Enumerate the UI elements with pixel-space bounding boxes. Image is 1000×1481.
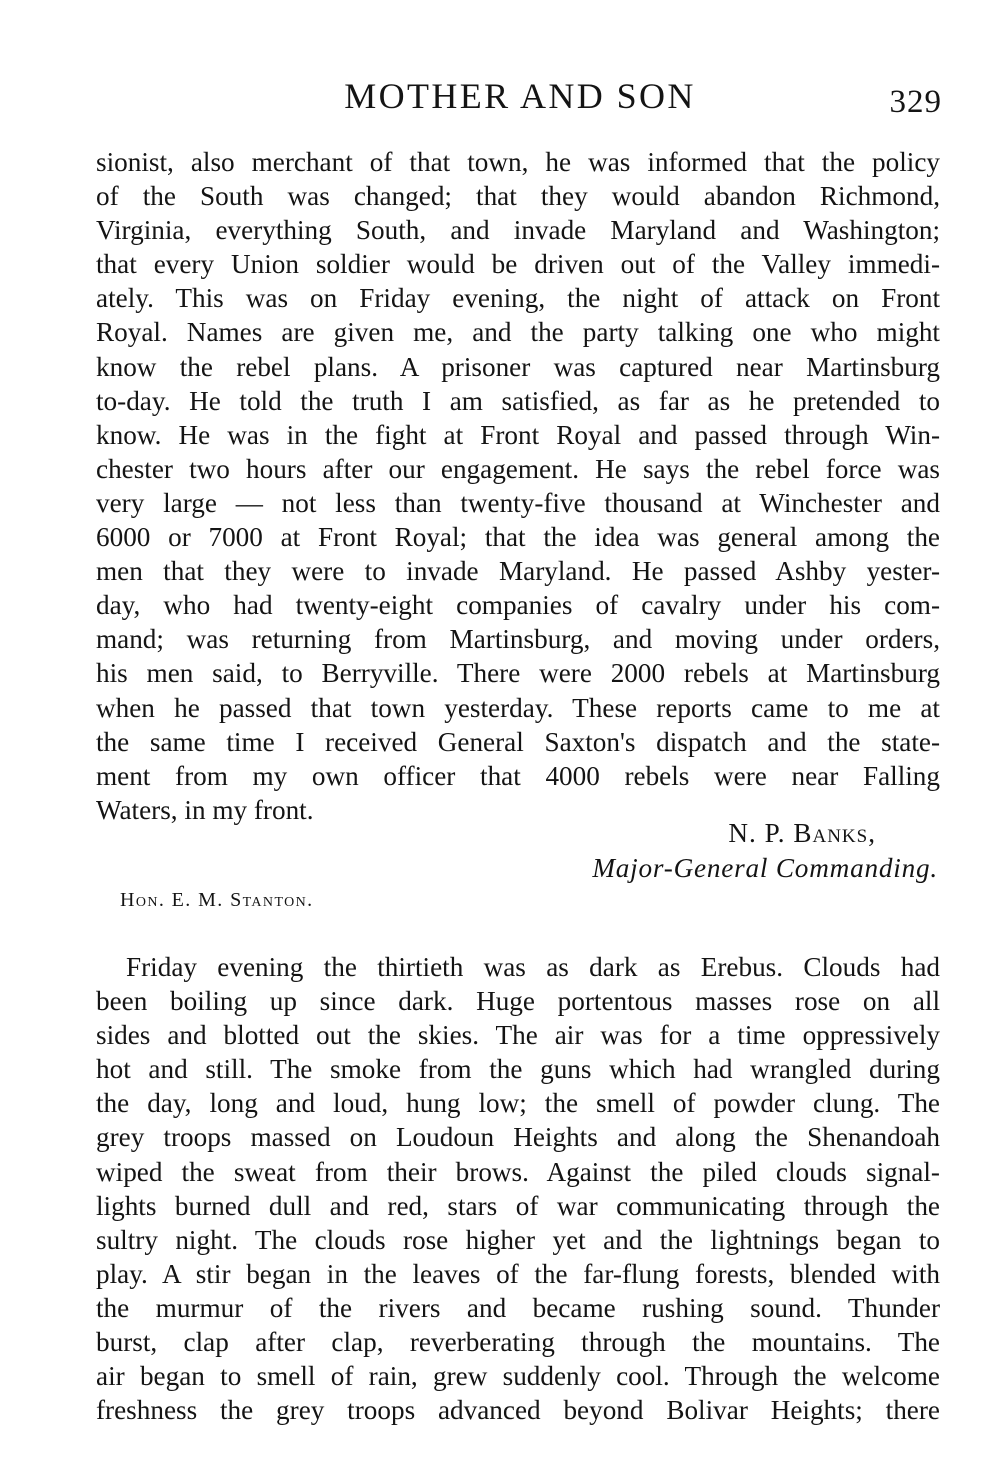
text-line: ment from my own officer that 4000 rebels were near Falling [96,760,940,791]
text-line: lights burned dull and red, stars of war communicating through the [96,1190,940,1221]
text-line: of the South was changed; that they would abandon Richmond, [96,181,940,212]
text-line: Virginia, everything South, and invade Maryland and Washington; [96,215,940,246]
text-line: the same time I received General Saxton's dispatch and the state- [96,726,940,757]
addressee: Hon. E. M. Stanton. [120,889,314,911]
text-line: play. A stir began in the leaves of the far-flung forests, blended with [96,1258,940,1289]
text-line: mand; was returning from Martinsburg, and moving under orders, [96,624,940,655]
text-line: when he passed that town yesterday. These reports came to me at [96,692,940,723]
text-line: his men said, to Berryville. There were 2000 rebels at Martinsburg [96,658,940,689]
running-title: MOTHER AND SON [344,76,696,116]
signature-name: N. P. Banks, [728,818,876,848]
text-line: sides and blotted out the skies. The air was for a time oppressively [96,1020,940,1051]
text-line: 6000 or 7000 at Front Royal; that the idea was general among the [96,522,940,553]
text-line: day, who had twenty-eight companies of cavalry under his com- [96,590,940,621]
text-line: sionist, also merchant of that town, he was informed that the policy [96,147,940,177]
text-line: that every Union soldier would be driven out of the Valley immedi- [96,249,940,280]
text-line: grey troops massed on Loudoun Heights and along the Shenandoah [96,1122,940,1153]
text-line: hot and still. The smoke from the guns which had wrangled during [96,1054,940,1085]
text-line: to-day. He told the truth I am satisfied, as far as he pretended to [96,385,940,416]
text-line: ately. This was on Friday evening, the night of attack on Front [96,283,940,314]
text-line: very large — not less than twenty-five thousand at Winchester and [96,487,940,518]
text-line: been boiling up since dark. Huge portentous masses rose on all [96,986,940,1017]
dispatch-paragraph [96,145,940,827]
text-line: know the rebel plans. A prisoner was captured near Martinsburg [96,351,940,382]
narrative-paragraph [96,950,940,1427]
text-line: Friday evening the thirtieth was as dark as Erebus. Clouds had [126,952,940,982]
text-line: air began to smell of rain, grew suddenly cool. Through the welcome [96,1361,940,1392]
page-number: 329 [889,84,942,120]
running-head [0,74,1000,118]
text-line: burst, clap after clap, reverberating through the mountains. The [96,1327,940,1358]
text-line: chester two hours after our engagement. He says the rebel force was [96,453,940,484]
text-line: men that they were to invade Maryland. He passed Ashby yester- [96,556,940,587]
text-line: the murmur of the rivers and became rushing sound. Thunder [96,1292,940,1323]
text-line: sultry night. The clouds rose higher yet and the lightnings began to [96,1224,940,1255]
signature-title: Major-General Commanding. [592,853,938,883]
text-line: freshness the grey troops advanced beyond Bolivar Heights; there [96,1395,940,1426]
text-line: the day, long and loud, hung low; the smell of powder clung. The [96,1088,940,1119]
text-line: Royal. Names are given me, and the party talking one who might [96,317,940,348]
text-line: Waters, in my front. [96,794,314,825]
text-line: wiped the sweat from their brows. Against the piled clouds signal- [96,1156,940,1187]
text-line: know. He was in the fight at Front Royal and passed through Win- [96,419,940,450]
